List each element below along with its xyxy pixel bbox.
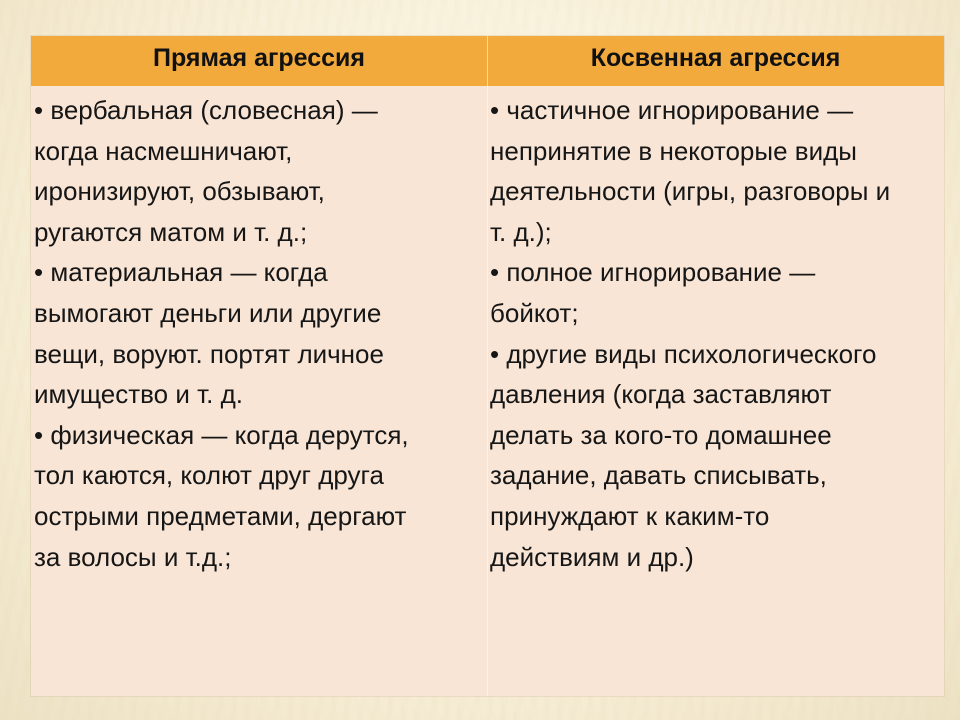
indirect-line: делать за кого-то домашнее <box>490 419 832 450</box>
direct-line: • физическая — когда дерутся, <box>34 419 409 450</box>
direct-line: иронизируют, обзывают, <box>34 176 325 207</box>
indirect-line: • другие виды психологического <box>490 338 877 369</box>
indirect-line: • частичное игнорирование — <box>490 95 854 125</box>
indirect-line: непринятие в некоторые виды <box>490 135 857 166</box>
direct-aggression-cell <box>34 90 474 577</box>
indirect-line: • полное игнорирование — <box>490 257 816 288</box>
indirect-aggression-cell <box>490 90 942 577</box>
indirect-line: принуждают к каким-то <box>490 500 770 531</box>
direct-line: • вербальная (словесная) — <box>34 95 378 125</box>
indirect-line: т. д.); <box>490 216 552 247</box>
direct-line: вещи, воруют. портят личное <box>34 338 384 369</box>
indirect-line: действиям и др.) <box>490 541 694 572</box>
header-direct-aggression: Прямая агрессия <box>152 44 366 72</box>
indirect-line: давления (когда заставляют <box>490 379 832 410</box>
direct-line: • материальная — когда <box>34 257 328 288</box>
direct-line: имущество и т. д. <box>34 379 243 410</box>
column-divider <box>487 36 488 696</box>
indirect-line: бойкот; <box>490 297 579 328</box>
direct-line: вымогают деньги или другие <box>34 297 382 328</box>
direct-line: ругаются матом и т. д.; <box>34 216 308 247</box>
direct-line: тол каются, колют друг друга <box>34 460 384 491</box>
header-indirect-aggression: Косвенная агрессия <box>590 44 841 72</box>
direct-line: когда насмешничают, <box>34 135 293 166</box>
indirect-line: задание, давать списывать, <box>490 460 827 491</box>
direct-line: острыми предметами, дергают <box>34 500 407 531</box>
indirect-line: деятельности (игры, разговоры и <box>490 176 891 207</box>
direct-line: за волосы и т.д.; <box>34 541 232 572</box>
aggression-table <box>31 36 944 696</box>
